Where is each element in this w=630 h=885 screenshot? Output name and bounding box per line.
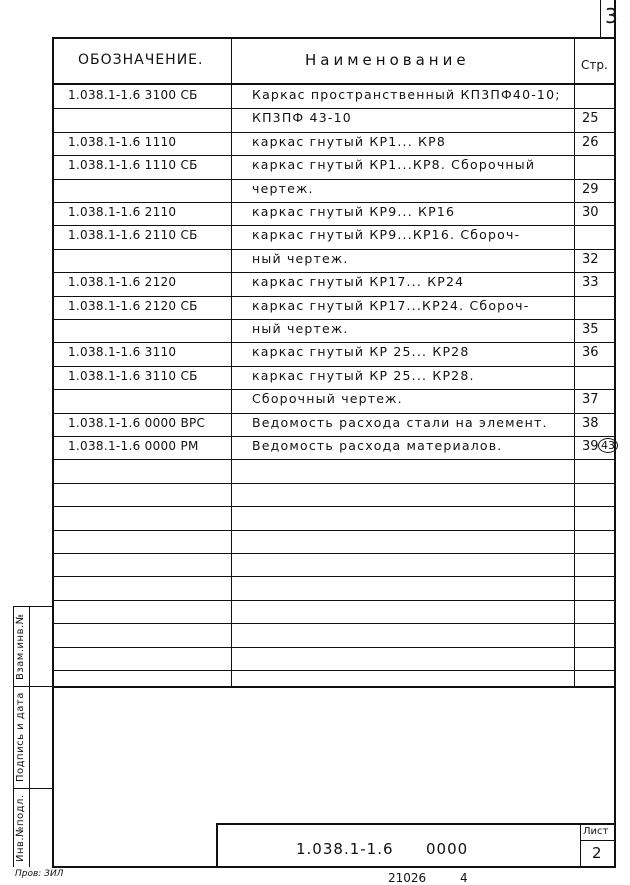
row-line [52,459,615,460]
row-page: 36 [582,345,599,360]
header-name: Наименование [305,51,470,69]
side-stamp-top [13,606,53,607]
row-designation: 1.038.1-1.6 0000 ВРС [68,416,206,430]
row-name: каркас гнутый КР1... КР8 [252,136,447,149]
row-name: КП3ПФ 43-10 [252,112,352,125]
row-page: 35 [582,322,599,337]
row-line [52,296,615,297]
side-stamp-mid [29,606,30,867]
row-designation: 1.038.1-1.6 2120 [68,275,177,289]
archive-sheet: 4 [460,871,468,885]
row-line [52,506,615,507]
title-block-left [216,823,218,867]
side-label-inv-podl: Инв.№подл. [15,794,26,862]
side-stamp-left [13,606,14,867]
row-designation: 1.038.1-1.6 0000 РМ [68,439,199,453]
row-name: Ведомость расхода стали на элемент. [252,417,548,430]
row-designation: 1.038.1-1.6 1110 СБ [68,158,198,172]
row-line [52,202,615,203]
row-line [52,132,615,133]
row-line [52,600,615,601]
row-page: 25 [582,111,599,126]
row-page: 30 [582,205,599,220]
row-line [52,553,615,554]
row-name: каркас гнутый КР9... КР16 [252,206,456,219]
row-page: 26 [582,135,599,150]
row-name: каркас гнутый КР9...КР16. Сбороч- [252,229,521,242]
col-divider-2 [574,37,575,687]
title-number: 0000 [426,840,469,858]
col-divider-1 [231,37,232,687]
checked-signature: Пров: ЗИЛ [15,869,64,879]
row-name: каркас гнутый КР17...КР24. Сбороч- [252,300,530,313]
title-code: 1.038.1-1.6 [296,840,394,858]
row-line [52,108,615,109]
last-page-circle: 43 [598,438,618,453]
frame-top [52,37,615,39]
row-line [52,670,615,671]
row-designation: 1.038.1-1.6 2120 СБ [68,299,198,313]
row-line [52,436,615,437]
row-line [52,225,615,226]
row-page: 29 [582,182,599,197]
row-line [52,413,615,414]
frame-bottom [52,866,616,868]
row-line [52,576,615,577]
list-value: 2 [592,844,602,862]
row-name: каркас гнутый КР1...КР8. Сборочный [252,159,536,172]
header-designation: ОБОЗНАЧЕНИЕ. [78,52,204,68]
row-line [52,623,615,624]
row-name: ный чертеж. [252,323,349,336]
side-label-vzam: Взам.инв.№ [15,613,26,680]
title-block-divider [580,823,581,867]
row-name: Сборочный чертеж. [252,393,403,406]
row-page: 33 [582,275,599,290]
row-designation: 1.038.1-1.6 3110 СБ [68,369,198,383]
side-label-podpis: Подпись и дата [15,692,26,782]
frame-left [52,37,54,867]
sheet-number: 3 [605,4,618,28]
row-page: 38 [582,416,599,431]
row-designation: 1.038.1-1.6 3100 СБ [68,88,198,102]
row-line [52,389,615,390]
row-name: каркас гнутый КР 25... КР28. [252,370,475,383]
side-stamp-div2 [13,788,53,789]
row-name: Ведомость расхода материалов. [252,440,503,453]
row-line [52,342,615,343]
row-line [52,366,615,367]
list-label: Лист [583,826,609,837]
row-designation: 1.038.1-1.6 2110 СБ [68,228,198,242]
row-page: 39 [582,439,599,454]
title-block-top [216,823,615,825]
row-name: каркас гнутый КР17... КР24 [252,276,465,289]
row-line [52,272,615,273]
corner-box-left [600,0,601,37]
side-stamp-div1 [13,686,53,687]
archive-number: 21026 [388,871,427,885]
row-page: 37 [582,392,599,407]
row-line [52,530,615,531]
header-page: Стр. [581,58,608,72]
row-page: 32 [582,252,599,267]
row-designation: 1.038.1-1.6 1110 [68,135,177,149]
row-line [52,155,615,156]
title-block-list-line [580,840,615,841]
row-designation: 1.038.1-1.6 3110 [68,345,177,359]
row-designation: 1.038.1-1.6 2110 [68,205,177,219]
row-line [52,319,615,320]
row-name: каркас гнутый КР 25... КР28 [252,346,470,359]
row-name: Каркас пространственный КП3ПФ40-10; [252,89,561,102]
table-bottom [52,686,616,688]
row-line [52,647,615,648]
row-line [52,249,615,250]
row-line [52,483,615,484]
header-bottom [52,83,615,85]
frame-right [614,0,616,867]
row-name: ный чертеж. [252,253,349,266]
row-name: чертеж. [252,183,314,196]
row-line [52,179,615,180]
